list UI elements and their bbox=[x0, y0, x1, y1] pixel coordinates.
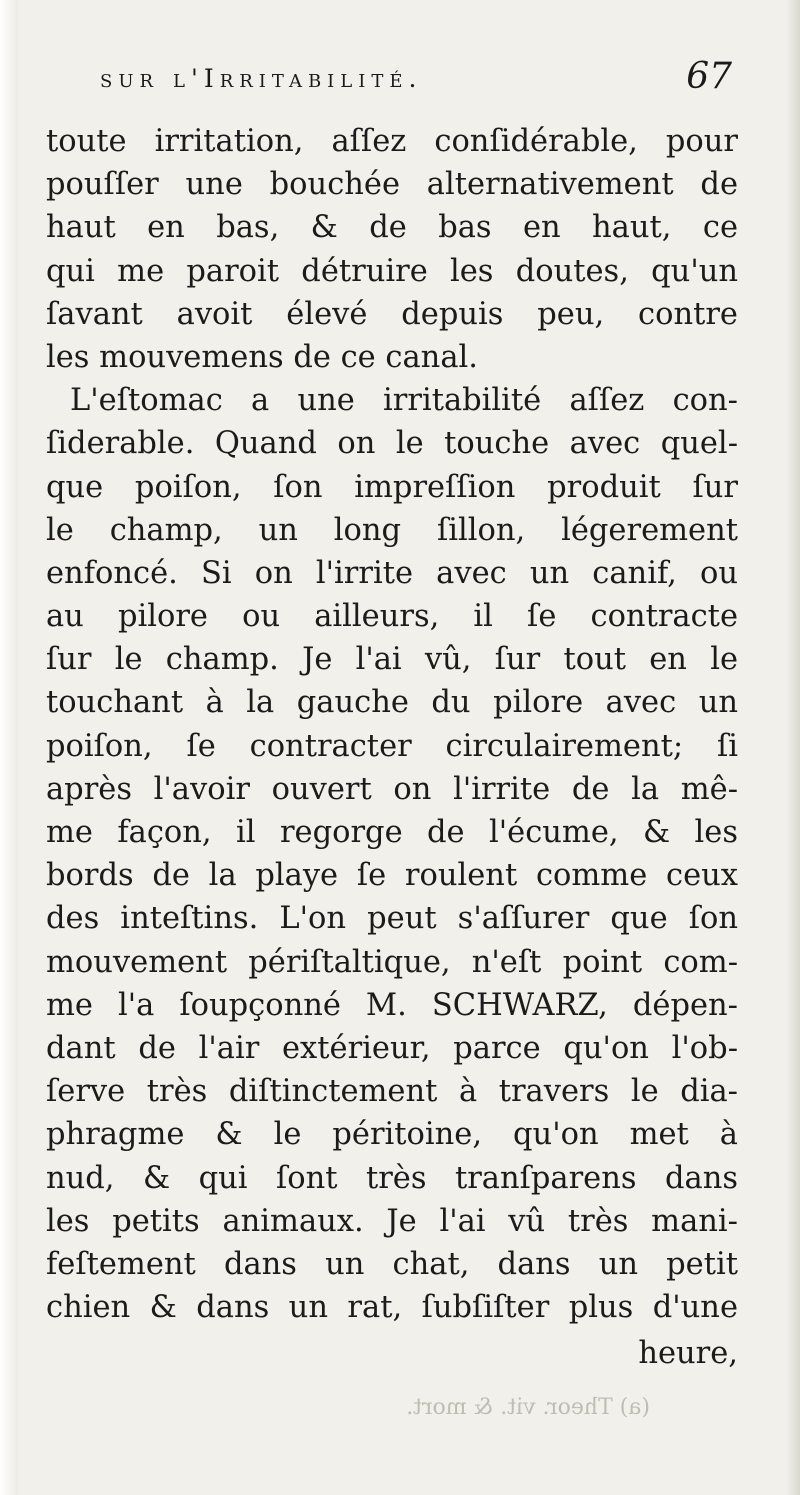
text-line: mouvement périſtaltique, n'eſt point com- bbox=[46, 944, 738, 980]
text-line: pouſſer une bouchée alternativement de bbox=[46, 167, 738, 203]
text-line: ſur le champ. Je l'ai vû, ſur tout en le bbox=[46, 642, 738, 678]
text-line: me l'a ſoupçonné M. SCHWARZ, dépen- bbox=[46, 987, 738, 1023]
text-line: chien & dans un rat, ſubſiſter plus d'une bbox=[46, 1290, 738, 1326]
text-line: haut en bas, & de bas en haut, ce bbox=[46, 210, 738, 246]
text-line: touchant à la gauche du pilore avec un bbox=[46, 685, 738, 721]
page-header bbox=[100, 56, 740, 100]
catchword: heure, bbox=[638, 1336, 738, 1371]
text-line: nud, & qui ſont très tranſparens dans bbox=[46, 1160, 738, 1196]
text-line: les mouvemens de ce canal. bbox=[46, 339, 478, 375]
text-line: ſerve très diſtinctement à travers le dia- bbox=[46, 1074, 738, 1110]
text-line: les petits animaux. Je l'ai vû très mani- bbox=[46, 1203, 738, 1239]
text-line: feſtement dans un chat, dans un petit bbox=[46, 1246, 738, 1282]
text-line: ſavant avoit élevé depuis peu, contre bbox=[46, 296, 738, 332]
text-line: bords de la playe ſe roulent comme ceux bbox=[46, 858, 738, 894]
text-line: que poiſon, ſon impreſſion produit ſur bbox=[46, 469, 738, 505]
text-line: des inteſtins. L'on peut s'aſſurer que ſon bbox=[46, 901, 738, 937]
text-line: phragme & le péritoine, qu'on met à bbox=[46, 1117, 738, 1153]
text-line: toute irritation, aſſez conſidérable, pour bbox=[46, 124, 738, 159]
text-line: après l'avoir ouvert on l'irrite de la mê- bbox=[46, 771, 738, 807]
page-edge-left bbox=[0, 0, 18, 1495]
text-line: enfoncé. Si on l'irrite avec un canif, ou bbox=[46, 555, 738, 591]
bleed-through-text: (a) Theor. vit. & mort. bbox=[406, 1395, 650, 1420]
text-line: me façon, il regorge de l'écume, & les bbox=[46, 815, 738, 850]
running-head: sur l'Irritabilité. bbox=[100, 64, 423, 93]
text-line: ſiderable. Quand on le touche avec quel- bbox=[46, 426, 738, 462]
body-text bbox=[46, 120, 738, 1329]
text-line: L'eſtomac a une irritabilité aſſez con- bbox=[70, 383, 738, 419]
page-number: 67 bbox=[686, 56, 732, 97]
text-line: le champ, un long ſillon, légerement bbox=[46, 512, 738, 548]
page-edge-right bbox=[786, 0, 800, 1495]
text-line: poiſon, ſe contracter circulairement; ſi bbox=[46, 728, 738, 764]
text-line: au pilore ou ailleurs, il ſe contracte bbox=[46, 599, 738, 635]
text-line: qui me paroit détruire les doutes, qu'un bbox=[46, 253, 738, 289]
text-line: dant de l'air extérieur, parce qu'on l'ob- bbox=[46, 1030, 738, 1066]
